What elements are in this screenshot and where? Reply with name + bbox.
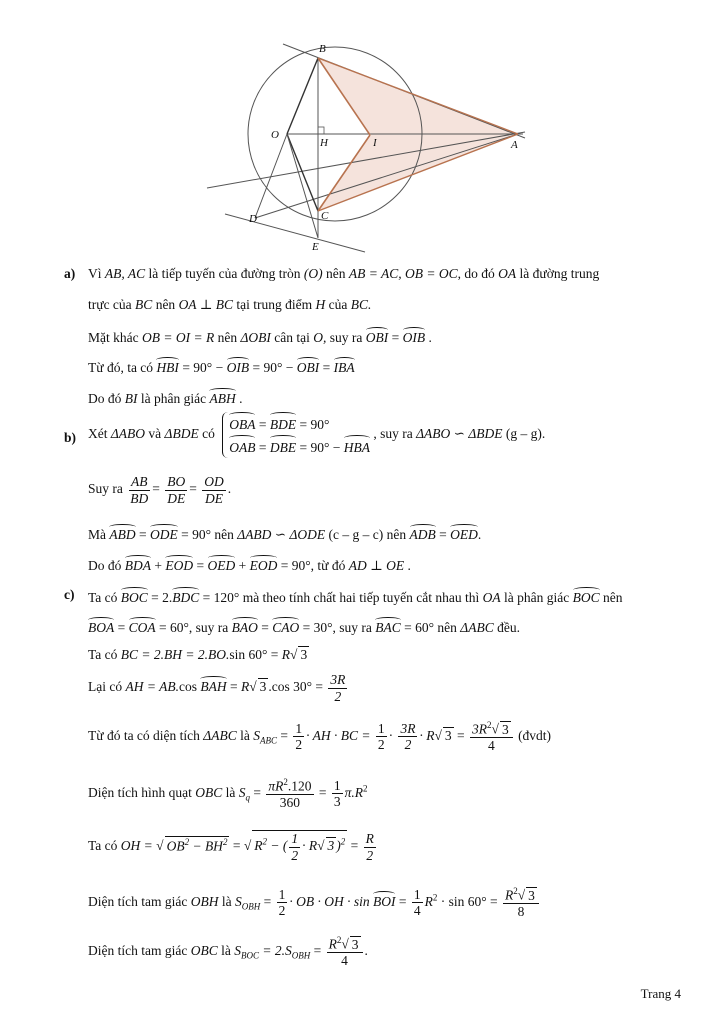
part-a-line-3: Mặt khác OB = OI = R nên ΔOBI cân tại O, suy ra OBI = OIB .: [88, 327, 432, 346]
label-d: D: [249, 213, 257, 225]
part-a-label: a): [64, 266, 76, 281]
part-c-line-4: Lại có AH = AB.cos BAH = R√ 3 .cos 30° = $\frac{3R}{2}$: [88, 672, 346, 704]
label-i: I: [373, 137, 377, 149]
part-a-line-1: Vì AB, AC là tiếp tuyến của đường tròn (O) nên AB = AC, OB = OC, do đó OA là đường trung: [88, 266, 600, 281]
part-b-line-1: Xét ΔABO và ΔBDE có OBA = BDE = 90° OAB = DBE = 90° − HBA , suy ra ΔABO ∽ ΔBDE (g – g).: [88, 412, 545, 458]
system-brace: OBA = BDE = 90° OAB = DBE = 90° − HBA: [222, 412, 370, 458]
part-c-line-1: Ta có BOC = 2.BDC = 120° mà theo tính chất hai tiếp tuyến cắt nhau thì OA là phân giác BOC nên: [88, 587, 622, 606]
part-b-line-2: Suy ra $\frac{AB}{BD}$ = $\frac{BO}{DE}$ = $\frac{OD}{DE}$ .: [88, 474, 232, 506]
label-e: E: [312, 241, 319, 253]
label-b: B: [319, 43, 326, 55]
part-c-line-9: Diện tích tam giác OBC là $S_{BOC} = 2.S_{OBH}$ = $\frac{R^2√ 3}{4}$ .: [88, 935, 368, 969]
segment-oc: [287, 134, 318, 211]
part-a-line-4: Từ đó, ta có HBI = 90° − OIB = 90° − OBI = IBA: [88, 357, 355, 376]
part-c-line-3: Ta có BC = 2.BH = 2.BO.sin 60° = R√ 3: [88, 647, 308, 662]
label-a: A: [511, 139, 518, 151]
geometry-figure: [195, 38, 535, 260]
part-a-line-2: trực của BC nên OA ⊥ BC tại trung điểm H của BC.: [88, 297, 372, 312]
part-c-line-7: Ta có OH = √ $OB^2 - BH^2$ = √ $R^2$ − ( $\frac{1}{2}$ · R√ 3 )$^2$ = $\frac{R}{2}$: [88, 831, 374, 863]
part-b-line-3: Mà ABD = ODE = 90° nên ΔABD ∽ ΔODE (c – g – c) nên ADB = OED.: [88, 524, 481, 543]
part-c-line-5: Từ đó ta có diện tích ΔABC là $S_{ABC}$ = $\frac{1}{2}$ · AH · BC = $\frac{1}{2}$ · $\frac{3R}{2}$ · R√ 3 = $\frac{3R^2√ 3}{4}$ (đvdt): [88, 720, 552, 754]
part-b-label: b): [64, 430, 77, 445]
segment-od: [255, 134, 287, 218]
segment-ob: [287, 58, 318, 134]
part-a-line-5: Do đó BI là phân giác ABH .: [88, 388, 242, 407]
right-angle-mark: [318, 127, 324, 134]
part-c-line-6: Diện tích hình quạt OBC là $S_q$ = $\frac{\pi R^2.120}{360}$ = $\frac{1}{3}$ $\pi.R^2$: [88, 777, 368, 811]
tangent-de: [225, 214, 365, 252]
part-c-line-8: Diện tích tam giác OBH là $S_{OBH}$ = $\frac{1}{2}$ · OB · OH · sin BOI = $\frac{1}{4}$ $R^2 \cdot \sin 60^\circ$ = $\frac{R^2√ 3}{8}$: [88, 886, 541, 920]
part-b-line-4: Do đó BDA + EOD = OED + EOD = 90°, từ đó AD ⊥ OE .: [88, 555, 411, 574]
segment-oe: [287, 134, 318, 238]
label-c: C: [321, 210, 329, 222]
label-h: H: [320, 137, 328, 149]
part-c-line-2: BOA = COA = 60°, suy ra BAO = CAO = 30°, suy ra BAC = 60° nên ΔABC đều.: [88, 617, 520, 636]
label-o: O: [271, 129, 279, 141]
part-c-label: c): [64, 587, 75, 602]
page-number: Trang 4: [640, 986, 681, 1001]
